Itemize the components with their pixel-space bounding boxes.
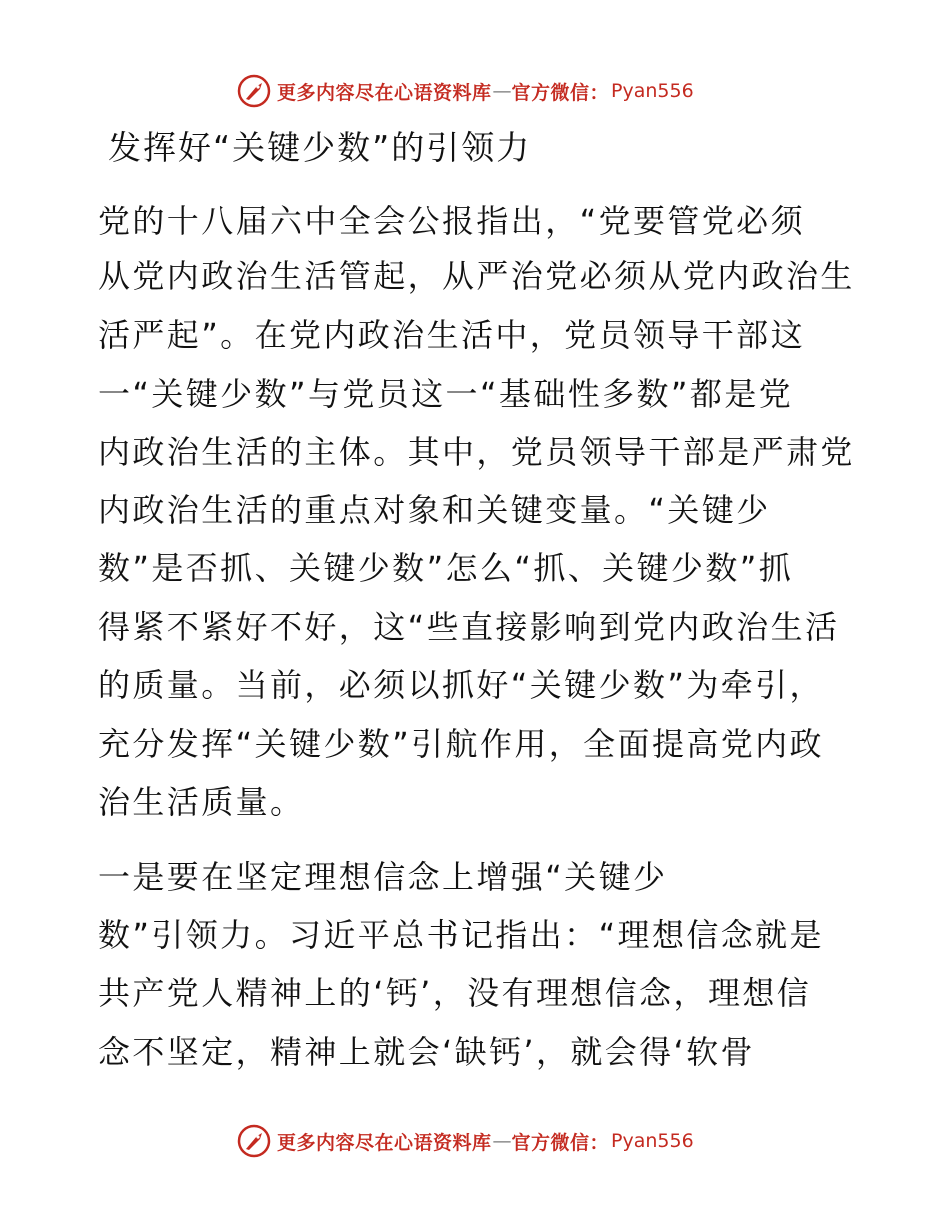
watermark-separator: — bbox=[492, 80, 512, 102]
paragraph-line: 一是要在坚定理想信念上增强“关键少 bbox=[98, 858, 668, 896]
paragraph-line: 数”引领力。习近平总书记指出：“理想信念就是 bbox=[98, 916, 824, 954]
paragraph-line: 内政治生活的主体。其中，党员领导干部是严肃党 bbox=[98, 433, 855, 471]
paragraph-line: 从党内政治生活管起，从严治党必须从党内政治生 bbox=[98, 257, 855, 295]
paragraph-line: 充分发挥“关键少数”引航作用，全面提高党内政 bbox=[98, 725, 824, 763]
watermark-site-text: 更多内容尽在心语资料库 bbox=[277, 1131, 492, 1154]
paragraph-line: 数”是否抓、关键少数”怎么“抓、关键少数”抓 bbox=[98, 549, 794, 587]
pen-nib-logo-icon bbox=[237, 1124, 271, 1158]
pen-nib-logo-icon bbox=[237, 74, 271, 108]
paragraph-line: 党的十八届六中全会公报指出，“党要管党必须 bbox=[98, 202, 805, 240]
watermark-wechat-id: Pyan556 bbox=[611, 80, 694, 102]
watermark-site-text: 更多内容尽在心语资料库 bbox=[277, 81, 492, 104]
paragraph-line: 内政治生活的重点对象和关键变量。“关键少 bbox=[98, 491, 771, 529]
watermark-banner-top bbox=[237, 74, 694, 108]
watermark-wechat-id: Pyan556 bbox=[611, 1130, 694, 1152]
watermark-banner-bottom bbox=[237, 1124, 694, 1158]
watermark-separator: — bbox=[492, 1130, 512, 1152]
paragraph-line: 一“关键少数”与党员这一“基础性多数”都是党 bbox=[98, 375, 794, 413]
paragraph-line: 的质量。当前，必须以抓好“关键少数”为牵引， bbox=[98, 666, 824, 704]
paragraph-line: 活严起”。在党内政治生活中，党员领导干部这 bbox=[98, 316, 805, 354]
paragraph-line: 念不坚定，精神上就会‘缺钙’，就会得‘软骨 bbox=[98, 1033, 755, 1071]
paragraph-line: 共产党人精神上的‘钙’，没有理想信念，理想信 bbox=[98, 974, 812, 1012]
paragraph-line: 治生活质量。 bbox=[98, 783, 305, 821]
watermark-official-label: 官方微信： bbox=[511, 81, 610, 104]
document-title: 发挥好“关键少数”的引领力 bbox=[108, 128, 532, 167]
watermark-official-label: 官方微信： bbox=[511, 1131, 610, 1154]
paragraph-line: 得紧不紧好不好，这“些直接影响到党内政治生活 bbox=[98, 608, 840, 646]
